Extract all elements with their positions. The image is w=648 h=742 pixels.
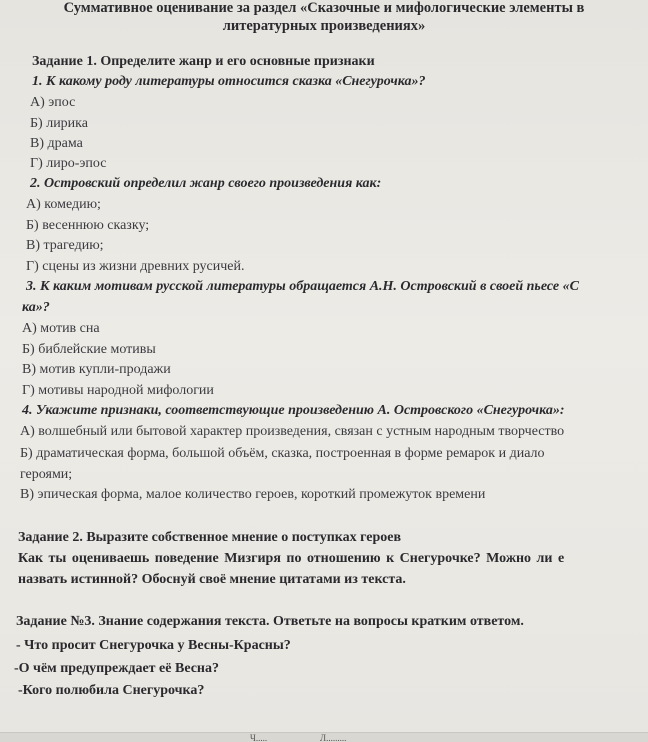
q1-option-a: А) эпос (30, 95, 76, 110)
q1-option-c: В) драма (30, 136, 83, 151)
task3-title: Задание №3. Знание содержания текста. Ответьте на вопросы кратким ответом. (16, 614, 524, 629)
q1-option-b: Б) лирика (30, 116, 88, 131)
task2-line-1: Как ты оцениваешь поведение Мизгиря по отношению к Снегурочке? Можно ли е (18, 551, 565, 566)
question-3-line-1: 3. К каким мотивам русской литературы обращается А.Н. Островский в своей пьесе «С (26, 279, 579, 294)
question-3-line-2: ка»? (22, 300, 50, 315)
q2-option-c: В) трагедию; (26, 238, 104, 253)
question-1: 1. К какому роду литературы относится сказка «Снегурочка»? (32, 74, 426, 89)
question-4: 4. Укажите признаки, соответствующие произведению А. Островского «Снегурочка»: (22, 403, 565, 418)
question-2: 2. Островский определил жанр своего произведения как: (30, 176, 382, 191)
task2-title: Задание 2. Выразите собственное мнение о поступках героев (18, 530, 402, 545)
q3-option-a: А) мотив сна (22, 321, 100, 336)
task2-line-2: назвать истинной? Обоснуй своё мнение цитатами из текста. (18, 572, 406, 587)
q2-option-d: Г) сцены из жизни древних русичей. (26, 259, 245, 274)
q3-option-c: В) мотив купли-продажи (22, 362, 171, 377)
q4-option-a: А) волшебный или бытовой характер произведения, связан с устным народным творчество (20, 424, 565, 439)
task1-title: Задание 1. Определите жанр и его основные признаки (32, 54, 375, 69)
q1-option-d: Г) лиро-эпос (30, 156, 107, 171)
footer-left: Ч..... (250, 733, 268, 742)
header-line-1: Суммативное оценивание за раздел «Сказочные и мифологические элементы в (63, 0, 585, 16)
q4-option-c: В) эпическая форма, малое количество героев, короткий промежуток времени (20, 487, 486, 502)
task3-question-3: -Кого полюбила Снегурочка? (18, 683, 205, 698)
q2-option-b: Б) весеннюю сказку; (26, 218, 150, 233)
task3-question-1: - Что просит Снегурочка у Весны-Красны? (16, 638, 291, 653)
page-footer (0, 732, 648, 742)
q4-option-b-cont: героями; (20, 467, 73, 482)
header-line-2: литературных произведениях» (222, 18, 426, 34)
q3-option-b: Б) библейские мотивы (22, 342, 156, 357)
q4-option-b: Б) драматическая форма, большой объём, сказка, построенная в форме ремарок и диало (20, 446, 545, 461)
q3-option-d: Г) мотивы народной мифологии (22, 383, 214, 398)
q2-option-a: А) комедию; (26, 197, 101, 212)
footer-right: Л......... (320, 733, 347, 742)
task3-question-2: -О чём предупреждает её Весна? (14, 661, 219, 676)
